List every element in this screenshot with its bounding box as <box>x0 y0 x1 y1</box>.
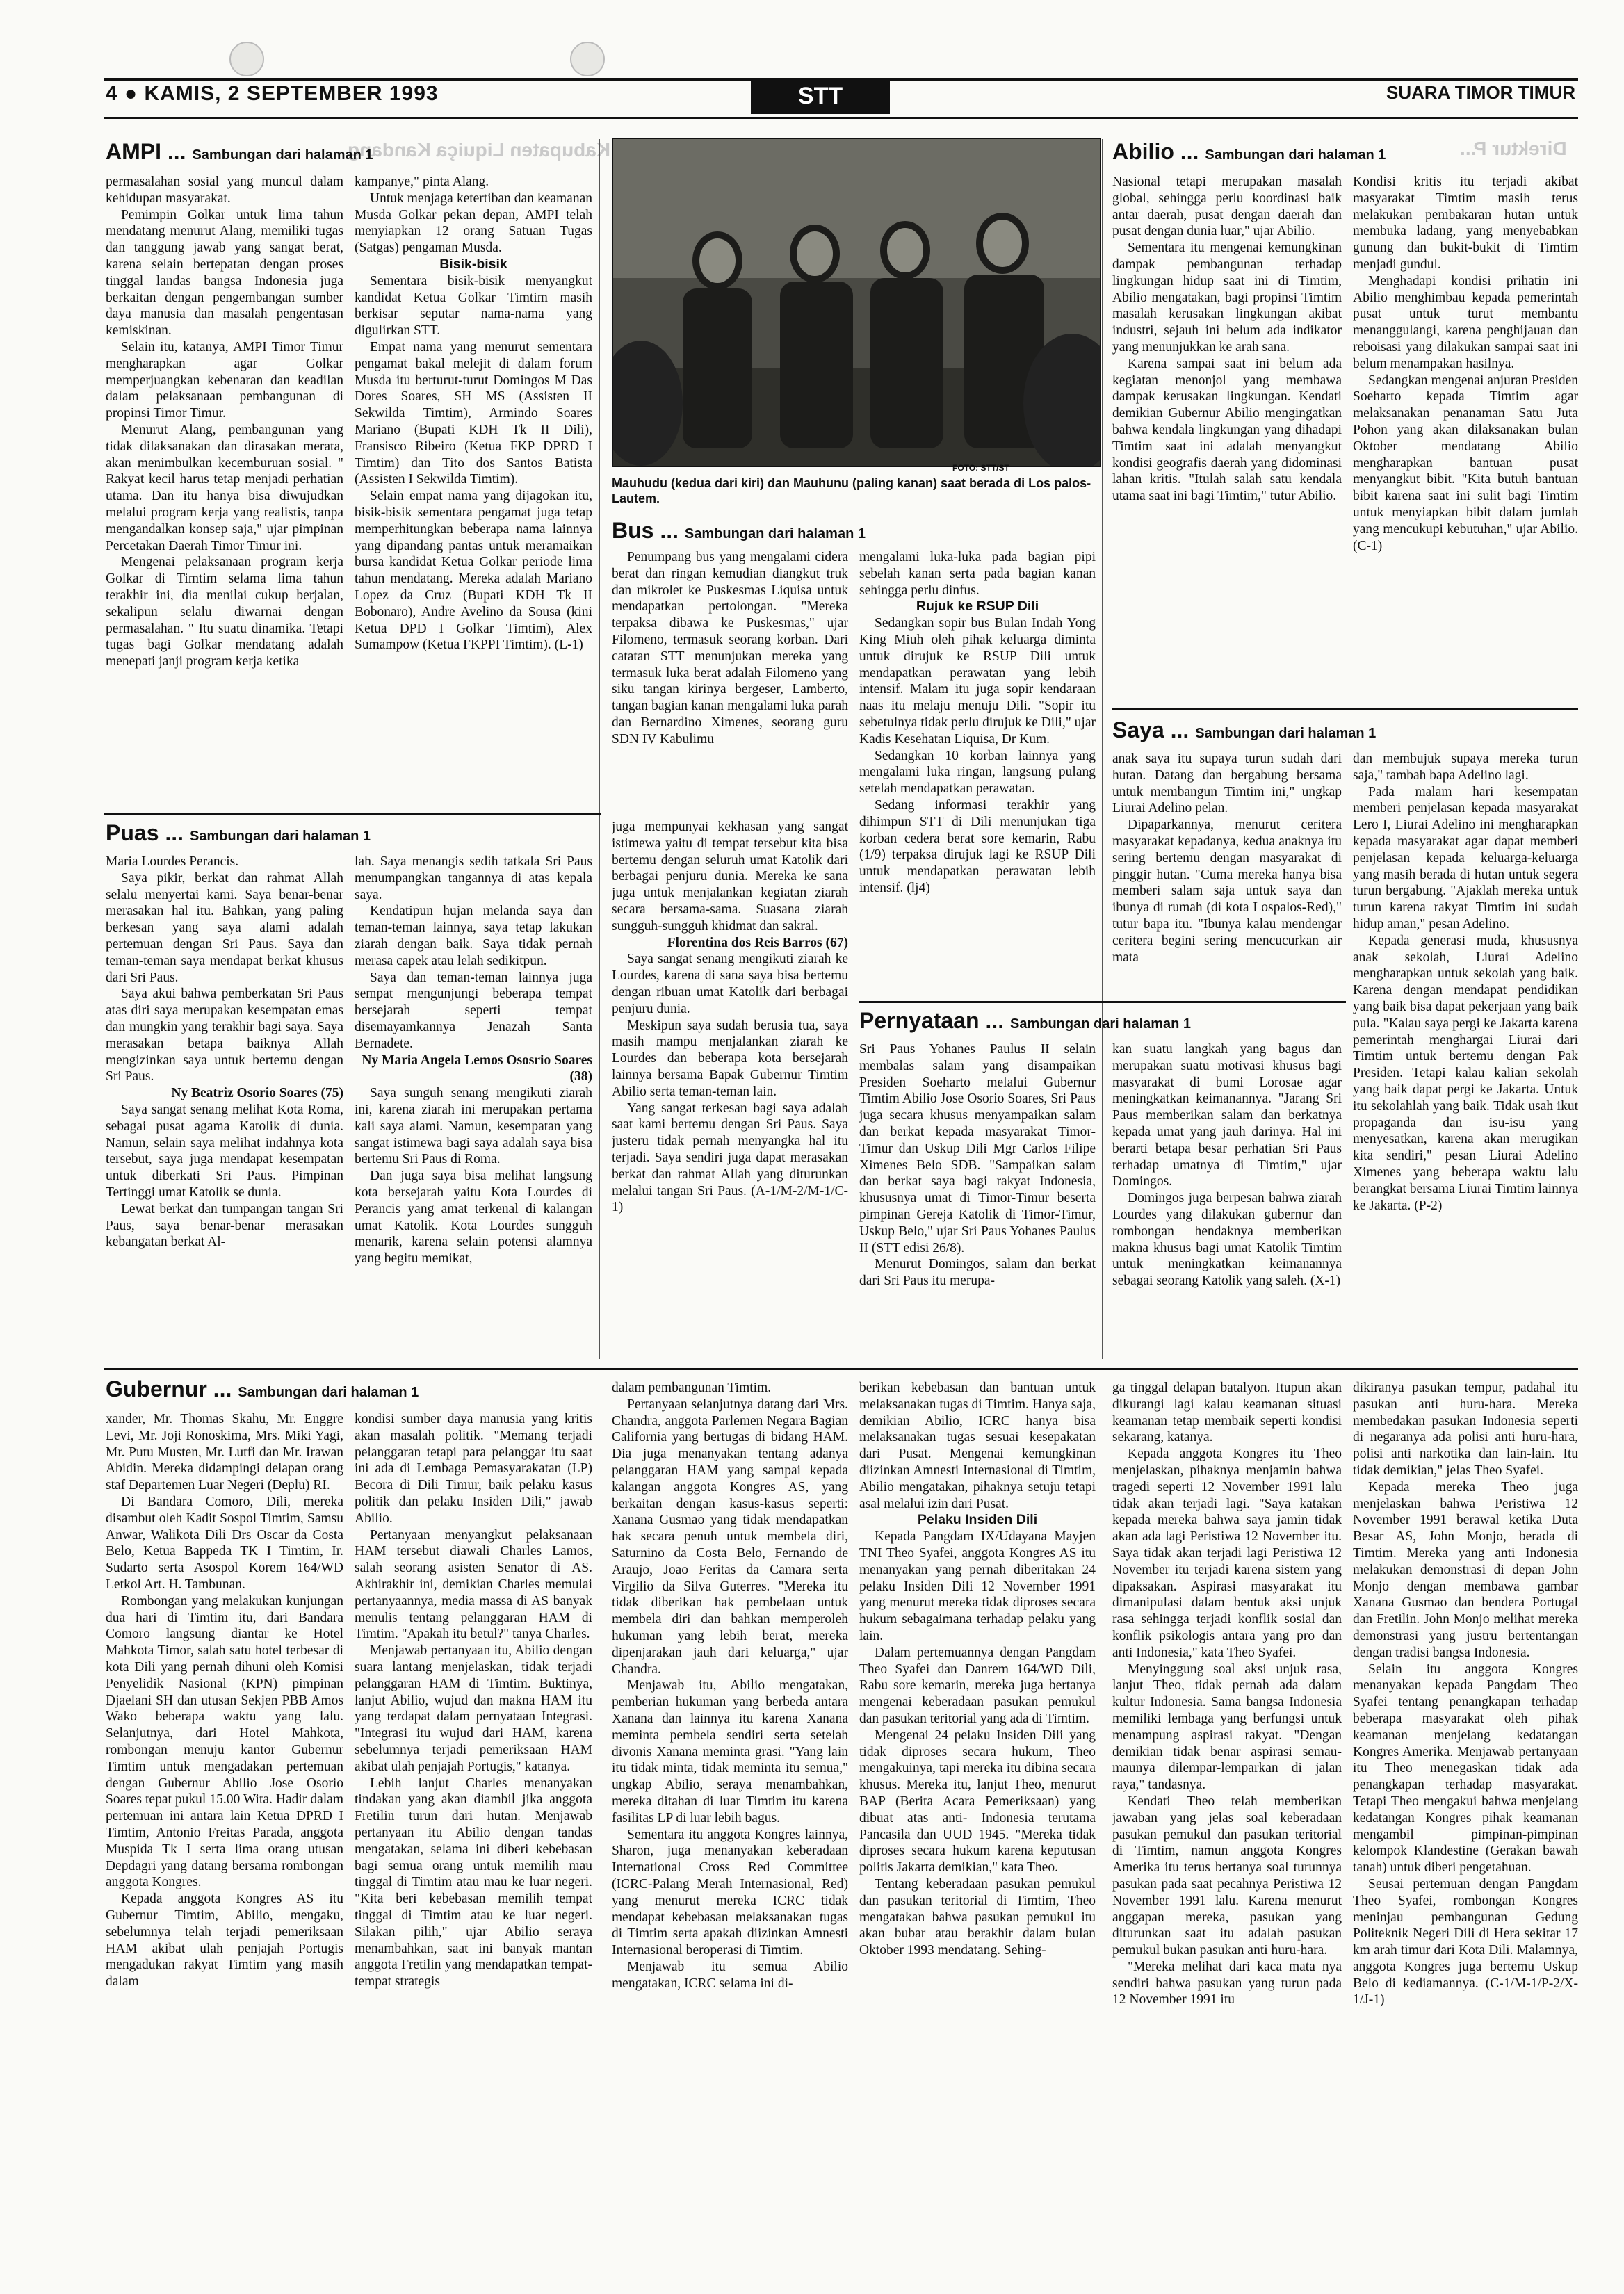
interviewee-name: Florentina dos Reis Barros (67) <box>667 935 848 950</box>
paragraph: juga mempunyai kekhasan yang sangat istimewa yaitu di tempat tersebut kita bisa bertemu dengan seluruh umat Katolik dari berbagai penjuru dunia. Mereka ke sana juga untuk menjalankan kegiatan ziarah secara bersama-sama. Suasana ziarah sungguh-sungguh khidmat dan sakral. <box>612 820 848 934</box>
paragraph: Rombongan yang melakukan kunjungan dua hari di Timtim itu, dari Bandara Comoro langsung diantar ke Hotel Mahkota Timor, salah satu hotel terbesar di kota Dili yang pernah dihuni oleh Komisi Penyelidik Nasional (KPN) pimpinan Djaelani SH dan utusan Sekjen PBB Amos Wako beberapa waktu yang lalu. Selanjutnya, dari Hotel Mahkota, rombongan menuju kantor Gubernur Timtim untuk mengadakan pertemuan dengan Gubernur Abilio Jose Osorio Soares tepat pukul 15.00 Wita. Hadir dalam pertemuan ini antara lain Ketua DPRD I Timtim, Antonio Freitas Parada, anggota Muspida Tk I serta lima orang utusan Depdagri yang datang bersama rombongan anggota Kongres. <box>106 1593 343 1890</box>
interviewee-name: Ny Maria Angela Lemos Ososrio Soares (38) <box>362 1052 592 1084</box>
paragraph: Pertanyaan selanjutnya datang dari Mrs. Chandra, anggota Parlemen Negara Bagian California yang bertugas di bidang HAM. Dia juga menanyakan tentang adanya pelanggaran HAM yang sampai kepada kalangan anggota Kongres AS, yang berkaitan dengan kasus-kasus seperti: Xanana Gusmao yang tidak mendapatkan hak secara penuh untuk membela diri, Saturnino da Costa Belo, Fernando de Araujo, Joao Feritas da Camara serta Virgilio da Silva Guterres. "Mereka itu tidak diberikan hak pembelaan untuk membela diri dan bahkan memperoleh hukuman yang lebih berat, mereka dipenjarakan jauh dari keluarga," ujar Chandra. <box>612 1397 848 1677</box>
article-separator <box>104 1368 1578 1370</box>
article-separator <box>104 813 601 815</box>
paragraph: Sedang informasi terakhir yang dihimpun STT di Dili menunjukan tiga korban cedera berat sore kemarin, Rabu (1/9) terpaksa dirujuk lagi ke RSUP Dili untuk mendapatkan perawatan lebih intensif. (lj4) <box>859 797 1096 895</box>
paragraph: Sedangkan mengenai anjuran Presiden Soeharto kepada Timtim agar melaksanakan penanaman Satu Juta Pohon yang akan dilaksanakan bulan Oktober mendatang Abilio mengharapkan bantuan pusat menyangkut bibit. "Kita butuh bantuan bibit karena saat ini sulit bagi Timtim untuk menyiapkan bibit dalam jumlah yang mencukupi kebutuhan," ujar Abilio. (C-1) <box>1353 373 1578 553</box>
paragraph: Saya sangat senang mengikuti ziarah ke Lourdes, karena di sana saya bisa bertemu dengan ribuan umat Katolik dari berbagai penjuru dunia. <box>612 952 848 1016</box>
paragraph: Kepada anggota Kongres AS itu Gubernur Timtim, Abilio, mengaku, sebelumnya telah terjadi pemeriksaan HAM akibat ulah penjajah Portugis mengadukan rakyat Timtim yang masih dalam <box>106 1892 343 1990</box>
paragraph: Sedangkan 10 korban lainnya yang mengalami luka ringan, langsung pulang setelah mendapatkan perawatan. <box>859 748 1096 797</box>
paragraph: dalam pembangunan Timtim. <box>612 1381 772 1395</box>
paragraph: xander, Mr. Thomas Skahu, Mr. Enggre Levi, Mr. Joji Ronoskima, Mrs. Miki Yagi, Mr. Putu Musten, Mr. Lutfi dan Mr. Irawan Abidin. Mereka didampingi delapan orang staf Departemen Luar Negeri (Deplu) RI. <box>106 1412 343 1493</box>
article-column <box>859 549 1096 1016</box>
paragraph: Kendati Theo telah memberikan jawaban yang jelas soal keberadaan pasukan pemukul dan pasukan teritorial di Timtim, namun anggota Kongres Amerika itu terus bertanya soal turunnya pasukan pada saat pecahnya Peristiwa 12 November 1991 lalu. Karena menurut anggapan mereka, pasukan yang diturunkan saat itu adalah pasukan pemukul bukan pasukan anti huru-hara. <box>1112 1793 1342 1958</box>
paragraph: Menurut Domingos, salam dan berkat dari Sri Paus itu merupa- <box>859 1257 1096 1289</box>
paragraph: Sementara bisik-bisik menyangkut kandidat Ketua Golkar Timtim masih berkisar seputar nama-nama yang digulirkan STT. <box>355 273 592 339</box>
punch-hole-left <box>229 42 264 76</box>
article-column <box>859 1380 1096 2259</box>
paragraph: Saya sangat senang melihat Kota Roma, sebagai pusat agama Katolik di dunia. Namun, selain saya melihat indahnya kota tersebut, saya juga mendapat kesempatan untuk diberkati Sri Paus. Pimpinan Tertinggi umat Katolik se dunia. <box>106 1102 343 1200</box>
paragraph: Menjawab itu, Abilio mengatakan, pemberian hukuman yang berbeda antara Xanana dan lainnya itu karena Xanana meminta pembela sendiri serta setelah divonis Xanana meminta grasi. "Yang lain itu tidak minta, tidak meminta itu semua," ungkap Abilio, seraya menambahkan, mereka ditahan di luar Timtim itu karena fasilitas LP di luar lebih bagus. <box>612 1678 848 1825</box>
paragraph: Pemimpin Golkar untuk lima tahun mendatang menurut Alang, memiliki tugas dan tanggung jawab yang sangat berat, karena selain bertepatan dengan proses tinggal landas bangsa Indonesia juga berkaitan dengan pengembangan sumber daya manusia dan masalah pengentasan kemiskinan. <box>106 207 343 339</box>
paragraph: Dalam pertemuannya dengan Pangdam Theo Syafei dan Danrem 164/WD Dili, Rabu sore kemarin, mereka juga bertanya mengenai keberadaan pasukan pemukul dan pasukan teritorial yang ada di Timtim. <box>859 1645 1096 1726</box>
paragraph: Mengenai pelaksanaan program kerja Golkar di Timtim selama lima tahun terakhir ini, dia menilai cukup berjalan, sekalipun selalu diwarnai dengan permasalahan. " Itu suatu dinamika. Tetapi tugas bagi Golkar mendatang adalah menepati janji program kerja ketika <box>106 555 343 669</box>
paragraph: kondisi sumber daya manusia yang kritis akan masalah politik. "Memang terjadi pelanggaran tetapi para pelanggar itu saat ini ada di Lembaga Pemasyarakatan (LP) Becora di Dili Timur, baik pelaku kasus politik dan pelaku Insiden Dili," jawab Abilio. <box>355 1412 592 1526</box>
article-column <box>1112 174 1342 702</box>
paragraph: Sementara itu anggota Kongres lainnya, Sharon, juga menanyakan keberadaan International Cross Red Committee (ICRC-Palang Merah Internasional, Red) yang menurut mereka ICRC tidak mendapat kebebasan melaksanakan tugas di Timtim serta apakah diizinkan Amnesti Internasional beroperasi di Timtim. <box>612 1827 848 1958</box>
paragraph: Sementara itu mengenai kemungkinan dampak pembangunan terhadap lingkungan hidup saat ini di Timtim, Abilio mengatakan, bagi propinsi Timtim masalah kerusakan lingkungan akibat industri, sejauh ini belum ada indikator yang menunjukkan ke arah sana. <box>1112 241 1342 355</box>
headline-title: Gubernur ... <box>106 1376 232 1401</box>
paragraph: dan membujuk supaya mereka turun saja," tambah bapa Adelino lagi. <box>1353 751 1578 783</box>
headline-continuation: Sambungan dari halaman 1 <box>1009 1016 1192 1032</box>
paragraph: Pertanyaan menyangkut pelaksanaan HAM tersebut diawali Charles Lamos, salah seorang asisten Senator di AS. Akhirakhir ini, demikian Charles memulai pertanyaannya, media massa di AS banyak menulis tentang pelanggaran HAM di Timtim. "Apakah itu betul?" tanya Charles. <box>355 1527 592 1642</box>
paragraph: "Mereka melihat dari kaca mata nya sendiri bahwa pasukan yang turun pada 12 November 1991 itu <box>1112 1959 1342 2008</box>
paragraph: ga tinggal delapan batalyon. Itupun akan dikurangi lagi kalau keamanan situasi keamanan tetap membaik seperti kondisi sekarang, katanya. <box>1112 1381 1342 1445</box>
paragraph: dikiranya pasukan tempur, padahal itu pasukan anti huru-hara. Mereka membedakan pasukan Indonesia seperti di negaranya ada polisi anti huru-hara, polisi anti narkotika dan lain-lain. Itu tidak demikian," jelas Theo Syafei. <box>1353 1381 1578 1478</box>
paragraph: Penumpang bus yang mengalami cidera berat dan ringan kemudian diangkut truk dan mikrolet ke Puskesmas Liquisa untuk mendapatkan pertolongan. "Mereka terpaksa dibawa ke Puskesmas," ujar Filomeno, termasuk seorang korban. Dari catatan STT menunjukan mereka yang termasuk luka berat adalah Filomeno yang siku tangan kirinya bergeser, Lamberto, tangan bagian kanan mengalami luka parah dan Bernardino Ximenes, seorang guru SDN IV Kabulimu <box>612 550 848 747</box>
paragraph: anak saya itu supaya turun sudah dari hutan. Datang dan bergabung bersama untuk membangun Timtim ini," ungkap Liurai Adelino pelan. <box>1112 751 1342 816</box>
article-column <box>106 1411 343 2259</box>
paper-name: SUARA TIMOR TIMUR <box>1386 82 1575 103</box>
photo-credit: FOTO: STT/ST <box>952 463 1009 473</box>
column-divider <box>1102 139 1103 1359</box>
paragraph: Menjawab pertanyaan itu, Abilio dengan suara lantang menjelaskan, tidak terjadi pelanggaran HAM di Timtim. Buktinya, lanjut Abilio, wujud dan makna HAM itu yang terdapat dalam pernyataan Integrasi. "Integrasi itu wujud dari HAM, karena sebelumnya terjadi pemeriksaan HAM akibat ulah penjajah Portugis," katanya. <box>355 1643 592 1774</box>
paragraph: Saya pikir, berkat dan rahmat Allah selalu menyertai kami. Saya benar-benar merasakan hal itu. Bahkan, yang paling berkesan yang saya alami adalah pertemuan dengan Sri Paus. Saya dan teman-teman saya mendapat berkat khusus dari Sri Paus. <box>106 870 343 985</box>
paragraph: Menjawab itu semua Abilio mengatakan, ICRC selama ini di- <box>612 1959 848 1991</box>
article-headline-bus <box>612 518 866 544</box>
paragraph: Kepada generasi muda, khususnya anak sekolah, Liurai Adelino mengharapkan untuk sekolah yang baik. Karena dengan mendapat pendidikan yang baik bisa dapat pekerjaan yang baik pula. "Kalau saya pergi ke Jakarta karena pemerintah menghargai Liurai dari Timtim untuk bertemu dengan Pak Presiden. Tetapi kalau kalian sekolah yang baik dapat pergi ke Jakarta. Untuk itu sekolahlah yang baik. Tidak usah ikut propaganda dan isu-isu yang menyesatkan, karena akan merugikan kita sendiri," pesan Liurai Adelino Ximenes yang beberapa waktu lalu berangkat bersama Liurai Timtim lainnya ke Jakarta. (P-2) <box>1353 933 1578 1213</box>
paragraph: Saya dan teman-teman lainnya juga sempat mengunjungi beberapa tempat bersejarah seperti tempat disemayamkannya Jenazah Santa Bernadete. <box>355 970 592 1051</box>
article-column <box>1353 174 1578 702</box>
article-column <box>859 1041 1096 1361</box>
paragraph: berikan kebebasan dan bantuan untuk melaksanakan tugas di Timtim. Hanya saja, demikian Abilio, ICRC hanya bisa melaksanakan tugas sesuai kesepakatan dari Pusat. Mengenai kemungkinan diizinkan Amnesti Internasional di Timtim, Abilio mengatakan, pihaknya setuju tetapi asal melalui izin dari Pusat. <box>859 1381 1096 1511</box>
bleed-through-text: Kabupaten Liquiça Kandang <box>348 139 611 161</box>
page-date: 4 ● KAMIS, 2 SEPTEMBER 1993 <box>106 82 439 105</box>
paragraph: Seusai pertemuan dengan Pangdam Theo Syafei, rombongan Kongres meninjau pembangunan Gedung Politeknik Negeri Dili di Hera sekitar 17 km arah timur dari Kota Dili. Malamnya, anggota Kongres juga bertemu Uskup Belo di kediamannya. (C-1/M-1/P-2/X-1/J-1) <box>1353 1876 1578 2008</box>
headline-title: Pernyataan ... <box>859 1008 1005 1033</box>
paragraph: Selain itu anggota Kongres menanyakan kepada Pangdam Theo Syafei tentang penangkapan terhadap beberapa masyarakat oleh pihak keamanan menjelang kedatangan Kongres Amerika. Menjawab pertanyaan itu Theo menegaskan tidak ada penangkapan terhadap masyarakat. Tetapi Theo mengakui bahwa menjelang kedatangan Kongres pihak keamanan mengambil pimpinan-pimpinan kelompok Klandestine (Gerakan bawah tanah) untuk diberi pengetahuan. <box>1353 1661 1578 1876</box>
paragraph: Pada malam hari kesempatan memberi penjelasan kepada masyarakat Lero I, Liurai Adelino ini mengharapkan kepada masyarakat agar dapat memberi penjelasan kepada keluarga-keluarga yang masih berada di hutan untuk segera turun bergabung. "Ajaklah mereka untuk turun karena rakyat Timtim ini sudah hidup aman," pesan Adelino. <box>1353 784 1578 932</box>
headline-continuation: Sambungan dari halaman 1 <box>1195 726 1377 741</box>
paragraph: Sedangkan sopir bus Bulan Indah Yong King Miuh oleh pihak keluarga diminta untuk dirujuk ke RSUP Dili untuk mendapatkan perawatan yang lebih intensif. Malam itu juga sopir kendaraan naas itu melaju menuju Dili. "Sopir itu sebetulnya tidak perlu dirujuk ke Dili," ujar Kadis Kesehatan Liquisa, Dr Kum. <box>859 616 1096 747</box>
paragraph: Saya sunguh senang mengikuti ziarah ini, karena ziarah ini merupakan pertama kali saya alami. Namun, kesempatan yang sangat istimewa bagi saya adalah saya bisa bertemu Sri Paus di Roma. <box>355 1086 592 1167</box>
headline-title: Bus ... <box>612 518 679 543</box>
interviewee-name: Ny Beatriz Osorio Soares (75) <box>171 1086 343 1101</box>
article-column <box>1112 1041 1342 1361</box>
photo-caption: Mauhudu (kedua dari kiri) dan Mauhunu (paling kanan) saat berada di Los palos-Lautem. <box>612 476 1091 505</box>
headline-continuation: Sambungan dari halaman 1 <box>238 1385 419 1400</box>
paragraph: mengalami luka-luka pada bagian pipi sebelah kanan serta pada bagian kanan sehingga perlu dinfus. <box>859 550 1096 598</box>
subheading: Bisik-bisik <box>439 256 508 272</box>
article-separator <box>1112 708 1578 710</box>
paragraph: Karena sampai saat ini belum ada kegiatan menonjol yang membawa dampak kerusakan lingkungan. Kendati demikian Gubernur Abilio mengingatkan bahwa kendala lingkungan yang dihadapi Timtim saat ini adalah menyangkut kondisi geografis daerah yang didominasi lahan kritis. "Itulah salah satu kendala utama saat ini bagi Timtim," tutur Abilio. <box>1112 356 1342 504</box>
article-column <box>1353 751 1578 1376</box>
paragraph: permasalahan sosial yang muncul dalam kehidupan masyarakat. <box>106 174 343 206</box>
paragraph: Domingos juga berpesan bahwa ziarah Lourdes yang dilakukan gubernur dan rombongan hendaknya memberikan makna khusus bagi umat Katolik Timtim untuk meningkatkan keimanannya sebagai seorang Katolik yang saleh. (X-1) <box>1112 1191 1342 1289</box>
article-headline-gubernur <box>106 1376 419 1402</box>
paragraph: Saya akui bahwa pemberkatan Sri Paus atas diri saya merupakan kesempatan emas dan mungkin yang terakhir bagi saya. Saya merasakan betapa baiknya Allah mengizinkan saya untuk bertemu dengan Sri Paus. <box>106 986 343 1084</box>
headline-title: Saya ... <box>1112 717 1189 742</box>
paragraph: Sri Paus Yohanes Paulus II selain membalas salam yang disampaikan Presiden Soeharto melalui Gubernur Timtim Abilio Jose Osorio Soares, Sri Paus juga secara khusus menyampaikan salam dan berkat kepada masyarakat Timor-Timur dan Uskup Dili Mgr Carlos Filipe Ximenes Belo SDB. "Sampaikan salam dan berkat saya bagi rakyat Indonesia, khususnya umat di Timor-Timur beserta pimpinan Gereja Katolik di Timor-Timur, Uskup Belo," ujar Sri Paus Yohanes Paulus II (STT edisi 26/8). <box>859 1042 1096 1255</box>
article-headline-puas <box>106 820 371 846</box>
punch-hole-right <box>570 42 605 76</box>
paragraph: Kondisi kritis itu terjadi akibat masyarakat Timtim masih terus melakukan pembakaran hutan untuk membuka ladang, yang menyebabkan gunung dan bukit-bukit di Timtim menjadi gundul. <box>1353 174 1578 272</box>
bleed-through-text: Direktur P... <box>1460 138 1567 159</box>
headline-continuation: Sambungan dari halaman 1 <box>684 526 866 542</box>
article-headline-saya <box>1112 717 1376 743</box>
article-headline-abilio <box>1112 139 1386 165</box>
paragraph: lah. Saya menangis sedih tatkala Sri Paus menumpangkan tangannya di atas kepala saya. <box>355 854 592 902</box>
article-column <box>1112 751 1342 1001</box>
paragraph: Selain empat nama yang dijagokan itu, bisik-bisik sementara pengamat juga tetap memperhitungkan beberapa nama lainnya yang dipandang pantas untuk meramaikan bursa kandidat Ketua Golkar periode lima tahun mendatang. Mereka adalah Mariano Lopez da Cruz (Bupati KDH Tk II Bobonaro), Andre Avelino da Sousa (kini Ketua DPD I Golkar Timtim), Alex Sumampow (Ketua FKPPI Timtim). (L-1) <box>355 489 592 653</box>
article-column <box>106 174 343 803</box>
paragraph: Dan juga saya bisa melihat langsung kota bersejarah yaitu Kota Lourdes di Perancis yang amat terkenal di kalangan umat Katolik. Kota Lourdes sungguh menarik, karena selain potensi alamnya yang begitu memikat, <box>355 1169 592 1267</box>
subheading: Rujuk ke RSUP Dili <box>916 599 1039 615</box>
subheading: Pelaku Insiden Dili <box>917 1512 1038 1528</box>
paragraph: Di Bandara Comoro, Dili, mereka disambut oleh Kadit Sospol Timtim, Samsu Anwar, Walikota Dili Drs Oscar da Costa Belo, Ketua Bappeda TK I Timtim, Ir. Sudarto serta Asospol Korem 164/WD Letkol Art. H. Tambunan. <box>106 1494 343 1592</box>
headline-title: Puas ... <box>106 820 184 845</box>
paragraph: Tentang keberadaan pasukan pemukul dan pasukan teritorial di Timtim, Theo mengatakan bahwa pasukan pemukul itu akan bubar atau berakhir dalam bulan Oktober 1993 mendatang. Sehing- <box>859 1876 1096 1958</box>
paragraph: Dipaparkannya, menurut ceritera masyarakat kepadanya, kedua anaknya itu sering bertemu dengan masyarakat di pinggir hutan. "Cuma mereka hanya bisa memberi salam saja untuk saya dan ibunya di rumah (di kota Lospalos-Red)," tutur bapa itu. "Ibunya kalau mendengar ceritera begini sering mencucurkan air mata <box>1112 817 1342 965</box>
paragraph: Kendatipun hujan melanda saya dan teman-teman lainnya, saya tetap lakukan ziarah dengan baik. Saya tidak pernah merasa capek atau lelah sedikitpun. <box>355 904 592 968</box>
headline-title: Abilio ... <box>1112 139 1199 164</box>
news-photo <box>612 138 1101 467</box>
article-column <box>1353 1380 1578 2259</box>
paragraph: Mengenai 24 pelaku Insiden Dili yang tidak diproses secara hukum, Theo mengakuinya, tapi mereka itu dibina secara khusus. Mereka itu, lanjut Theo, menurut BAP (Berita Acara Pemeriksaan) yang dibuat atas anti- Indonesia terutama Pancasila dan UUD 1945. "Mereka tidak diproses secara hukum karena keputusan politis Jakarta demikian," kata Theo. <box>859 1727 1096 1876</box>
article-column <box>612 819 848 1361</box>
paragraph: Selain itu, katanya, AMPI Timor Timur mengharapkan agar Golkar memperjuangkan kebenaran dan keadilan dalam pelaksanaan pembangunan di propinsi Timor Timur. <box>106 339 343 421</box>
photo-image <box>613 139 1100 466</box>
paragraph: Untuk menjaga ketertiban dan keamanan Musda Golkar pekan depan, AMPI telah menyiapkan 12 orang Satuan Tugas (Satgas) pengaman Musda. <box>355 190 592 256</box>
article-column <box>612 549 848 813</box>
paragraph: Nasional tetapi merupakan masalah global, sehingga perlu koordinasi baik antar daerah, pusat dengan daerah dan pusat dengan dunia luar," ujar Abilio. <box>1112 174 1342 239</box>
article-column <box>355 854 592 1361</box>
paragraph: Menyinggung soal aksi unjuk rasa, lanjut Theo, tidak pernah ada dalam kultur Indonesia. Sama bangsa Indonesia memiliki lembaga yang berfungsi untuk menampung aspirasi rakyat. "Dengan demikian tidak benar aspirasi semau-maunya dilempar-lemparkan di jalan raya," tandasnya. <box>1112 1661 1342 1793</box>
headline-continuation: Sambungan dari halaman 1 <box>1205 147 1386 163</box>
section-badge: STT <box>751 78 890 114</box>
paragraph: Kepada Pangdam IX/Udayana Mayjen TNI Theo Syafei, anggota Kongres AS itu menanyakan yang pernah diberitakan 24 pelaku Insiden Dili 12 November 1991 yang menurut mereka tidak diproses secara hukum sebagaimana terhadap pelaku yang lain. <box>859 1529 1096 1643</box>
paragraph: Yang sangat terkesan bagi saya adalah saat kami bertemu dengan Sri Paus. Saya justeru tidak pernah menyangka hal itu terjadi. Saya sendiri juga dapat merasakan berkat dan rahmat Allah yang diturunkan melalui tangan Sri Paus. (A-1/M-2/M-1/C-1) <box>612 1100 848 1215</box>
article-separator <box>859 1001 1346 1003</box>
article-headline-ampi <box>106 139 373 165</box>
article-column <box>612 1380 848 2259</box>
paragraph: Menghadapi kondisi prihatin ini Abilio menghimbau kepada pemerintah pusat untuk turut membantu menanggulangi, karena penghijauan dan reboisasi yang dilakukan sampai saat ini belum menampakan hasilnya. <box>1353 273 1578 371</box>
column-divider <box>599 139 600 1359</box>
headline-continuation: Sambungan dari halaman 1 <box>192 147 373 163</box>
paragraph: Empat nama yang menurut sementara pengamat bakal melejit di dalam forum Musda itu berturut-turut Domingos M Das Dores Soares, SH MS (Assisten II Sekwilda Timtim), Armindo Soares Mariano (Bupati KDH Tk II Dili), Fransisco Ribeiro (Ketua FKP DPRD I Timtim) dan Tito dos Santos Batista (Assisten I Sekwilda Timtim). <box>355 339 592 487</box>
article-headline-pernyataan <box>859 1008 1191 1034</box>
paragraph: kan suatu langkah yang bagus dan merupakan suatu motivasi khusus bagi masyarakat di bumi Lorosae agar meningkatkan keimanannya. "Jarang Sri Paus memberikan salam dan berkatnya kepada umat yang jauh darinya. Hal ini berarti betapa besar perhatian Sri Paus terhadap umatnya di Timtim," ujar Domingos. <box>1112 1042 1342 1189</box>
paragraph: Kepada anggota Kongres itu Theo menjelaskan, pihaknya menjamin bahwa tragedi seperti 12 November 1991 lalu tidak akan terjadi lagi. "Saya katakan kepada mereka bahwa saya jamin tidak akan ada lagi Peristiwa 12 November itu. Saya tidak akan terjadi lagi Peristiwa 12 November itu terjadi karena sistem yang dipaksakan. Aspirasi masyarakat itu dimanipulasi dalam bentuk aksi unjuk rasa sehingga terjadi konflik sosial dan konflik psikologis antara yang pro dan anti Indonesia," kata Theo Syafei. <box>1112 1447 1342 1660</box>
paragraph: Meskipun saya sudah berusia tua, saya masih mampu menjalankan ziarah ke Lourdes dan beberapa kota bersejarah lainnya bersama Bapak Gubernur Timtim Abilio serta teman-teman lain. <box>612 1018 848 1099</box>
paragraph: Maria Lourdes Perancis. <box>106 854 239 869</box>
headline-title: AMPI ... <box>106 139 186 164</box>
article-column <box>1112 1380 1342 2259</box>
headline-continuation: Sambungan dari halaman 1 <box>189 829 371 844</box>
paragraph: Kepada mereka Theo juga menjelaskan bahwa Peristiwa 12 November 1991 berawal ketika Duta Besar AS, John Monjo, berada di Timtim. Mereka yang anti Indonesia melakukan demonstrasi di depan John Monjo dengan membawa gambar Xanana Gusmao dan bendera Portugal dan Fretilin. John Monjo melihat mereka demonstrasi yang justru bertentangan dengan tradisi bangsa Indonesia. <box>1353 1479 1578 1660</box>
paragraph: Menurut Alang, pembangunan yang tidak dilaksanakan dan dirasakan merata, akan menimbulkan kecemburuan sosial. " Rakyat kecil harus tetap menjadi perhatian utama. Dan itu hanya bisa diwujudkan melalui program kerja yang realistis, tanpa mengandalkan konsep saja," ujar pimpinan Percetakan Daerah Timor Timur ini. <box>106 422 343 553</box>
paragraph: Lewat berkat dan tumpangan tangan Sri Paus, saya benar-benar merasakan kebangatan berkat Al- <box>106 1201 343 1250</box>
article-column <box>106 854 343 1361</box>
article-column <box>355 174 592 803</box>
paragraph: kampanye," pinta Alang. <box>355 174 489 189</box>
paragraph: Lebih lanjut Charles menanyakan tindakan yang akan diambil jika anggota Fretilin turun dari hutan. Menjawab pertanyaan itu Abilio dengan tandas mengatakan, selama ini diberi kebebasan bagi semua orang untuk memilih mau tinggal di Timtim atau mau ke luar negeri. "Kita beri kebebasan memilih tempat tinggal di Timtim atau ke luar negeri. Silakan pilih," ujar Abilio seraya menambahkan, saat ini banyak mantan anggota Fretilin yang mendapatkan tempat-tempat strategis <box>355 1775 592 1990</box>
article-column <box>355 1411 592 2259</box>
